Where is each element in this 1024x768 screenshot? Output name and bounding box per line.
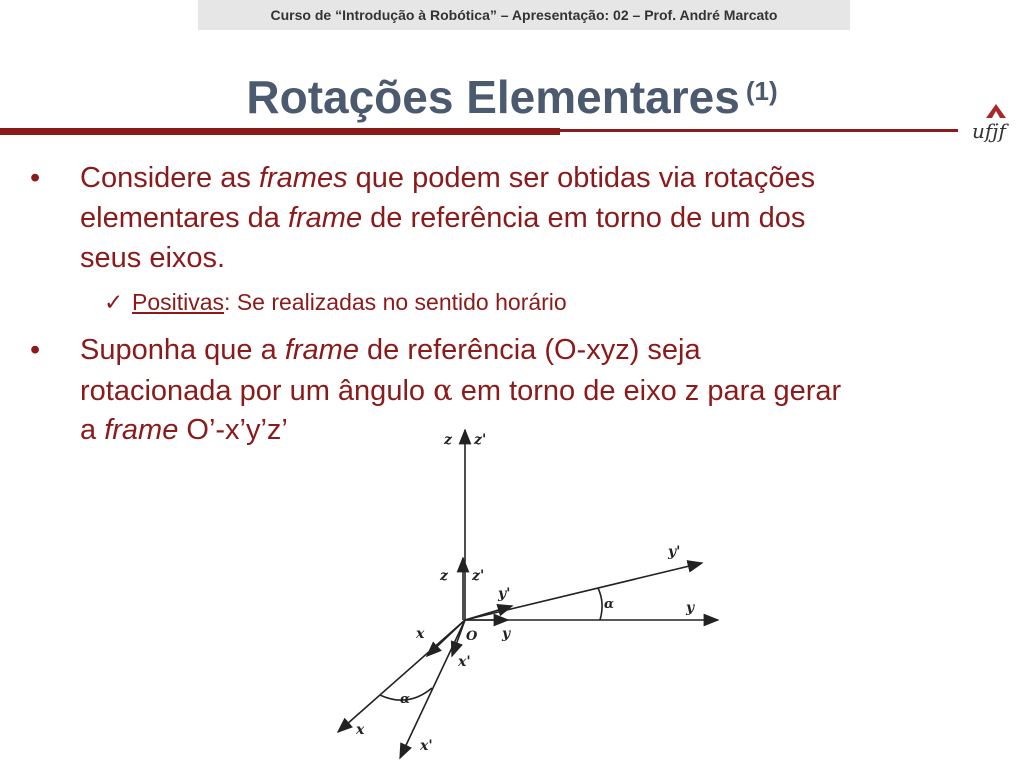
ufjf-logo-icon [966,100,1016,144]
label-x-mid: x [416,626,425,642]
label-zp-mid: z' [472,568,485,584]
title-rule-thick [0,128,560,135]
bullet-2-dot: • [30,334,41,366]
bullet-2-line-1: Suponha que a frame de referência (O-xyz) seja [80,334,701,366]
logo-text: ufjf [972,119,1006,143]
bullet-2-line-3: a frame O’-x’y’z’ [80,414,288,446]
label-zp-top: z' [474,432,487,448]
label-xp-mid: x' [458,654,471,670]
bullet-1-line-3: seus eixos. [80,242,226,274]
label-z-mid: z [440,568,448,584]
bullet-1-line-2: elementares da frame de referência em torno de um dos [80,202,806,234]
label-y-right: y [686,600,695,616]
label-alpha-bottom: α [400,692,411,707]
slide-title-superscript: (1) [745,76,778,106]
check-icon: ✓ [104,289,124,315]
slide-title [0,70,1024,124]
slide-title-text: Rotações Elementares [246,71,740,123]
alpha-arc-top [598,588,602,620]
x-axis-long [338,620,465,732]
label-x-bottom: x [356,722,365,738]
bullet-1-line-1: Considere as frames que podem ser obtidas via rotações [80,162,816,194]
course-header: Curso de “Introdução à Robótica” – Apresentação: 02 – Prof. André Marcato [198,0,850,30]
bullet-2-line-2: rotacionada por um ângulo α em torno de eixo z para gerar [80,373,842,407]
label-origin: O [466,629,478,644]
label-y-origin: y [502,626,511,642]
label-yp-mid: y' [498,586,511,602]
yp-axis-short [465,606,512,620]
rotation-diagram [320,420,740,768]
label-alpha-top: α [604,597,615,612]
sub-bullet-positivas: Positivas: Se realizadas no sentido horário [132,289,567,315]
bullet-1-dot: • [30,162,41,194]
label-yp-top: y' [668,544,681,560]
title-rule-thin [560,129,958,132]
label-xp-bottom: x' [420,738,433,754]
label-z-top: z [444,432,452,448]
